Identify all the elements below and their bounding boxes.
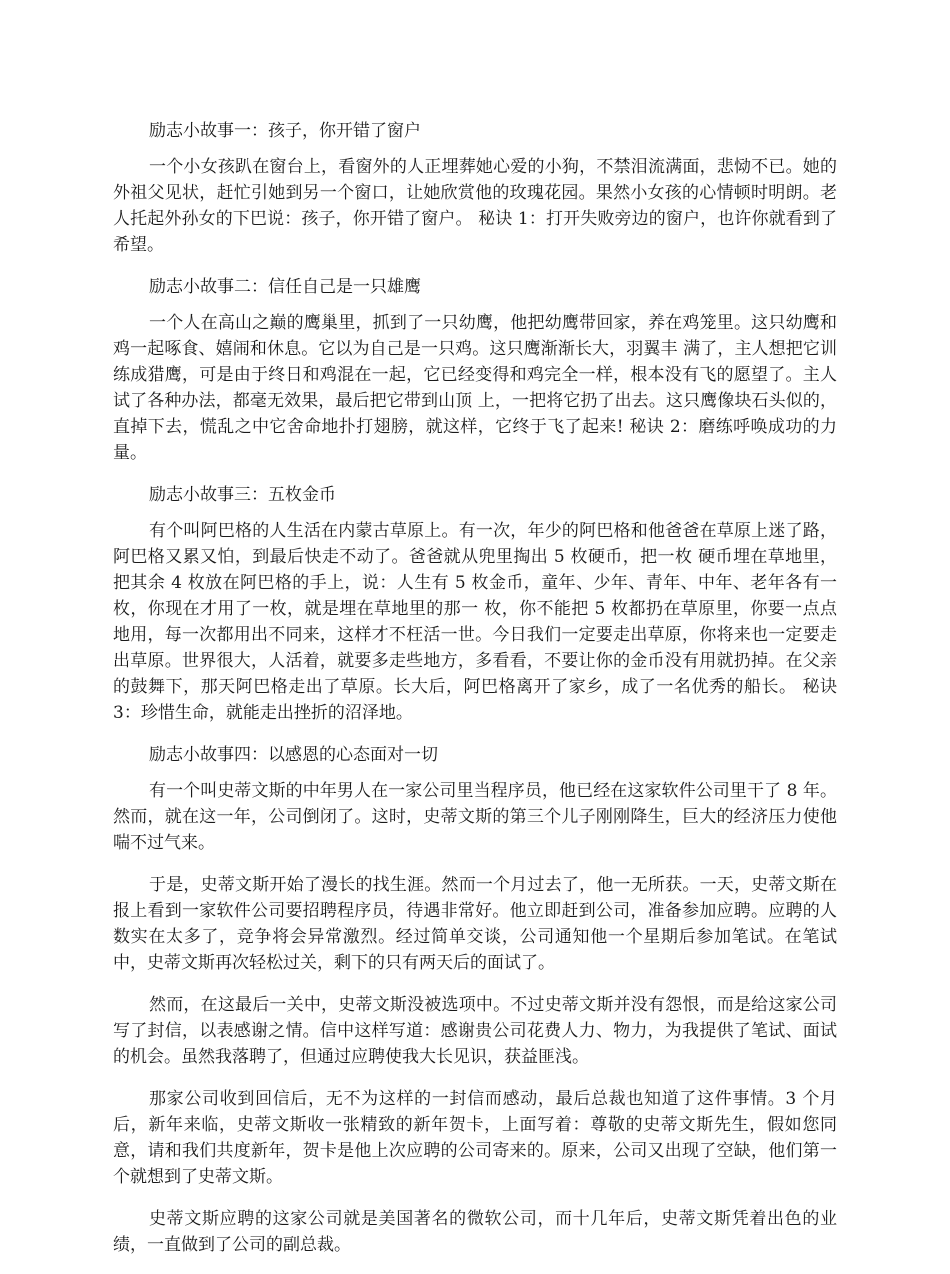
story4-paragraph-2: 于是，史蒂文斯开始了漫长的找生涯。然而一个月过去了，他一无所获。一天，史蒂文斯在报上看到一家软件公司要招聘程序员，待遇非常好。他立即赶到公司，准备参加应聘。应聘的人数实在太多了，竞争将会异常激烈。经过简单交谈，公司通知他一个星期后参加笔试。在笔试中，史蒂文斯再次轻松过关，剩下的只有两天后的面试了。: [113, 875, 837, 973]
story3-heading: 励志小故事三：五枚金币: [149, 485, 336, 505]
story4-heading: 励志小故事四：以感恩的心态面对一切: [149, 745, 438, 765]
story4-paragraph-1: 有一个叫史蒂文斯的中年男人在一家公司里当程序员，他已经在这家软件公司里干了 8 年。然而，就在这一年，公司倒闭了。这时，史蒂文斯的第三个儿子刚刚降生，巨大的经济压力使他喘不过气来。: [113, 781, 837, 853]
story1-heading: 励志小故事一：孩子，你开错了窗户: [149, 121, 421, 141]
story1-paragraph: 一个小女孩趴在窗台上，看窗外的人正埋葬她心爱的小狗，不禁泪流满面，悲恸不已。她的外祖父见状，赶忙引她到另一个窗口，让她欣赏他的玫瑰花园。果然小女孩的心情顿时明朗。老人托起外孙女的下巴说：孩子，你开错了窗户。 秘诀 1：打开失败旁边的窗户，也许你就看到了希望。: [113, 157, 837, 255]
story4-paragraph-3: 然而，在这最后一关中，史蒂文斯没被选项中。不过史蒂文斯并没有怨恨，而是给这家公司写了封信，以表感谢之情。信中这样写道：感谢贵公司花费人力、物力，为我提供了笔试、面试的机会。虽然我落聘了，但通过应聘使我大长见识，获益匪浅。: [113, 995, 837, 1067]
story4-paragraph-4: 那家公司收到回信后，无不为这样的一封信而感动，最后总裁也知道了这件事情。3 个月后，新年来临，史蒂文斯收一张精致的新年贺卡，上面写着：尊敬的史蒂文斯先生，假如您同意，请和我们共度新年，贺卡是他上次应聘的公司寄来的。原来，公司又出现了空缺，他们第一个就想到了史蒂文斯。: [113, 1089, 837, 1187]
story2-heading: 励志小故事二：信任自己是一只雄鹰: [149, 277, 421, 297]
story3-paragraph: 有个叫阿巴格的人生活在内蒙古草原上。有一次，年少的阿巴格和他爸爸在草原上迷了路，阿巴格又累又怕，到最后快走不动了。爸爸就从兜里掏出 5 枚硬币，把一枚 硬币埋在草地里，把其余 4 枚放在阿巴格的手上，说：人生有 5 枚金币，童年、少年、青年、中年、老年各有一枚，你现在才用了一枚，就是埋在草地里的那一 枚，你不能把 5 枚都扔在草原里，你要一点点地用，每一次都用出不同来，这样才不枉活一世。今日我们一定要走出草原，你将来也一定要走出草原。世界很大，人活着，就要多走些地方，多看看，不要让你的金币没有用就扔掉。在父亲的鼓舞下，那天阿巴格走出了草原。长大后，阿巴格离开了家乡，成了一名优秀的船长。 秘诀 3：珍惜生命，就能走出挫折的沼泽地。: [113, 521, 837, 723]
document-page: [113, 118, 837, 1274]
story2-paragraph: 一个人在高山之巅的鹰巢里，抓到了一只幼鹰，他把幼鹰带回家，养在鸡笼里。这只幼鹰和鸡一起啄食、嬉闹和休息。它以为自己是一只鸡。这只鹰渐渐长大，羽翼丰 满了，主人想把它训练成猎鹰，可是由于终日和鸡混在一起，它已经变得和鸡完全一样，根本没有飞的愿望了。主人试了各种办法，都毫无效果，最后把它带到山顶 上，一把将它扔了出去。这只鹰像块石头似的，直掉下去，慌乱之中它舍命地扑打翅膀，就这样，它终于飞了起来! 秘诀 2：磨练呼唤成功的力量。: [113, 313, 837, 463]
story4-paragraph-5: 史蒂文斯应聘的这家公司就是美国著名的微软公司，而十几年后，史蒂文斯凭着出色的业绩，一直做到了公司的副总裁。: [113, 1209, 837, 1255]
